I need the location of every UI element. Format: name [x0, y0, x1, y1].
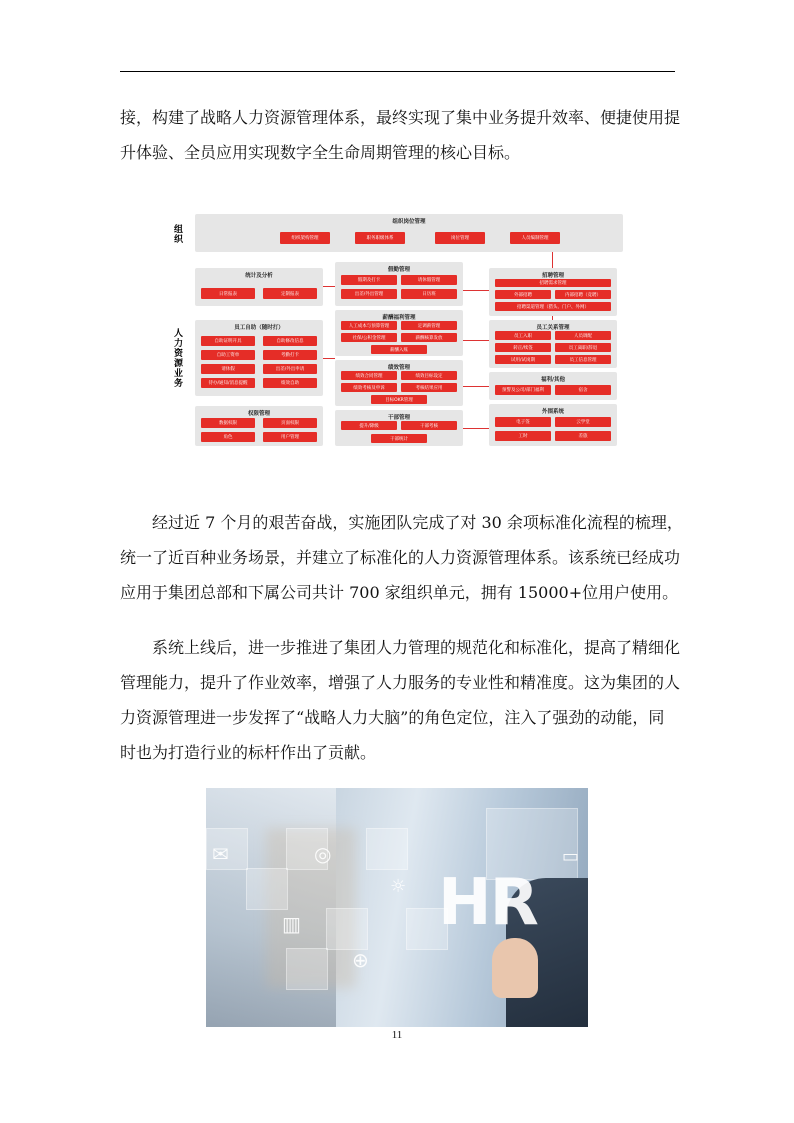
glass-tile [326, 908, 368, 950]
cadre-box: 干部考核 [401, 421, 457, 430]
panel-title: 福利/其他 [540, 377, 565, 383]
relation-box: 员工入职 [495, 331, 551, 340]
performance-panel [335, 360, 463, 406]
stats-panel [195, 268, 323, 306]
panel-title: 员工关系管理 [536, 325, 570, 331]
self-service-box: 自助证明开具 [201, 336, 255, 346]
external-box: 工时 [495, 431, 551, 441]
self-service-box: 自助修改信息 [263, 336, 317, 346]
external-box: 差旅 [555, 431, 611, 441]
connector-arrow [463, 340, 489, 341]
org-box: 组织架构管理 [280, 232, 330, 244]
panel-title: 薪酬福利管理 [382, 315, 416, 321]
permission-box: 角色 [201, 432, 255, 442]
paragraph-line: 应用于集团总部和下属公司共计 700 家组织单元，拥有 15000+位用户使用。 [120, 583, 679, 602]
org-box: 人员编制管理 [510, 232, 560, 244]
connector-arrow [463, 386, 489, 387]
welfare-panel [489, 372, 617, 400]
payroll-box: 人工成本与预算管理 [341, 321, 397, 330]
payroll-panel [335, 310, 463, 356]
paragraph-line: 系统上线后，进一步推进了集团人力管理的规范化和标准化，提高了精细化 [152, 638, 681, 657]
glass-tile [286, 948, 328, 990]
self-service-box: 请休假 [201, 364, 255, 374]
performance-box: 绩效目标设定 [401, 371, 457, 380]
cadre-box: 提升/降级 [341, 421, 397, 430]
performance-box: 绩效合同管理 [341, 371, 397, 380]
payroll-box: 薪酬核算发放 [401, 333, 457, 342]
self-service-box: 考勤打卡 [263, 350, 317, 360]
glass-tile [246, 868, 288, 910]
connector-arrow [552, 252, 553, 268]
target-icon: ◎ [314, 842, 332, 866]
welfare-box: 宿舍 [555, 385, 611, 395]
self-service-panel [195, 320, 323, 396]
payroll-box: 薪酬入账 [371, 345, 427, 354]
panel-title: 干部管理 [387, 415, 410, 421]
panel-title: 权限管理 [247, 411, 270, 417]
external-box: 云学堂 [555, 417, 611, 427]
self-service-box: 待办/通知/消息提醒 [201, 378, 255, 388]
paragraph-2 [120, 505, 683, 610]
hr-overlay-text: HR [438, 866, 537, 940]
performance-box: 目标OKR管理 [371, 395, 427, 404]
panel-title: 绩效管理 [387, 365, 410, 371]
welfare-box: 预警及公司/部门福利 [495, 385, 551, 395]
payroll-box: 社保/公积金管理 [341, 333, 397, 342]
panel-title: 员工自助（随时打） [234, 325, 284, 331]
hr-concept-photo [206, 788, 588, 1027]
chart-icon: ▥ [282, 912, 301, 936]
stats-box: 定制报表 [263, 288, 317, 299]
permission-box: 用户管理 [263, 432, 317, 442]
paragraph-line: 升体验、全员应用实现数字全生命周期管理的核心目标。 [120, 143, 521, 162]
hr-side-label: 人力资源业务 [172, 328, 182, 388]
attendance-box: 出差/外出管理 [341, 289, 397, 299]
connector-arrow [463, 290, 489, 291]
device-icon: ▭ [562, 846, 580, 867]
cadre-box: 干部统计 [371, 434, 427, 443]
external-panel [489, 404, 617, 446]
recruit-box: 招聘需求管理 [495, 279, 611, 287]
relation-box: 员工离职/辞退 [555, 343, 611, 352]
page-number: 11 [391, 1029, 403, 1041]
external-box: 电子签 [495, 417, 551, 427]
org-panel [195, 214, 623, 252]
connector-arrow [463, 428, 489, 429]
performance-box: 考核结果应用 [401, 383, 457, 392]
paragraph-line: 接，构建了战略人力资源管理体系，最终实现了集中业务提升效率、便捷使用提 [120, 108, 681, 127]
paragraph-line: 经过近 7 个月的艰苦奋战，实施团队完成了对 30 余项标准化流程的梳理， [152, 513, 683, 532]
paragraph-line: 管理能力，提升了作业效率，增强了人力服务的专业性和精准度。这为集团的人 [120, 673, 681, 692]
self-service-box: 绩效自助 [263, 378, 317, 388]
connector-arrow [323, 358, 335, 359]
lightbulb-icon: ☼ [390, 876, 407, 897]
attendance-box: 日历班 [401, 289, 457, 299]
attendance-panel [335, 262, 463, 306]
recruit-box: 招聘渠道管理（猎头、门户、外网） [495, 302, 611, 311]
paragraph-line: 统一了近百种业务场景，并建立了标准化的人力资源管理体系。该系统已经成功 [120, 548, 681, 567]
recruit-box: 内部招聘（竞聘） [555, 290, 611, 299]
performance-box: 绩效考核及申诉 [341, 383, 397, 392]
relation-panel [489, 320, 617, 368]
org-side-label: 组织 [172, 224, 182, 244]
panel-title: 假勤管理 [387, 267, 410, 273]
globe-icon: ⊕ [352, 948, 369, 972]
panel-title: 招聘管理 [541, 273, 564, 279]
businessman-hand [492, 938, 538, 998]
permission-box: 数据权限 [201, 418, 255, 428]
relation-box: 试用/试岗期 [495, 355, 551, 364]
org-box: 职务职级体系 [355, 232, 405, 244]
paragraph-line: 时也为打造行业的标杆作出了贡献。 [120, 743, 377, 762]
self-service-box: 自助工资单 [201, 350, 255, 360]
stats-box: 日常报表 [201, 288, 255, 299]
hr-system-diagram [163, 210, 631, 450]
cadre-panel [335, 410, 463, 446]
payroll-box: 定调薪管理 [401, 321, 457, 330]
relation-box: 转正/续签 [495, 343, 551, 352]
glass-tile [366, 828, 408, 870]
recruit-panel [489, 268, 617, 316]
connector-arrow [552, 316, 553, 320]
envelope-icon: ✉ [212, 842, 229, 866]
recruit-box: 外部招聘 [495, 290, 551, 299]
permission-box: 页面权限 [263, 418, 317, 428]
paragraph-3 [120, 630, 681, 770]
connector-arrow [323, 286, 335, 287]
permission-panel [195, 406, 323, 446]
panel-title: 统计及分析 [245, 273, 273, 279]
self-service-box: 出差/外出申请 [263, 364, 317, 374]
org-box: 岗位管理 [435, 232, 485, 244]
attendance-box: 假期及打卡 [341, 275, 397, 285]
paragraph-1 [120, 100, 681, 170]
attendance-box: 请休假管理 [401, 275, 457, 285]
relation-box: 人员调配 [555, 331, 611, 340]
paragraph-line: 力资源管理进一步发挥了“战略人力大脑”的角色定位，注入了强劲的动能，同 [120, 708, 665, 727]
relation-box: 员工信息管理 [555, 355, 611, 364]
panel-title: 组织岗位管理 [392, 219, 426, 225]
panel-title: 外围系统 [541, 409, 564, 415]
header-rule [120, 71, 675, 72]
